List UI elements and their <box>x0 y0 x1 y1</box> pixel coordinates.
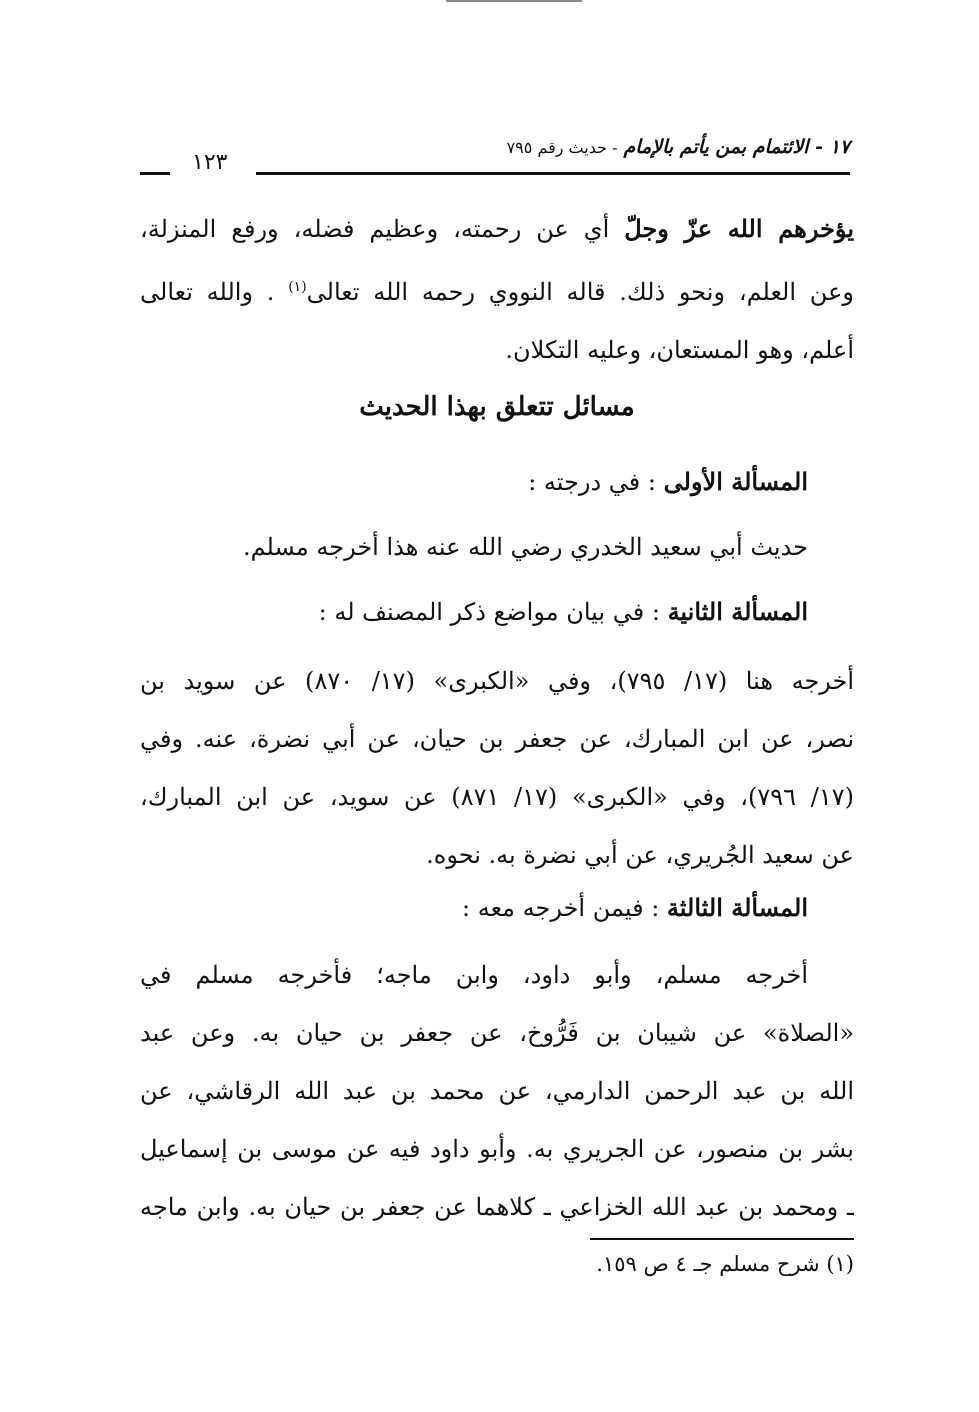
intro-line-2-end: . والله تعالى <box>140 278 289 306</box>
issue-2-paragraph <box>140 652 854 884</box>
issue-3-heading <box>140 888 808 928</box>
header-title <box>507 136 850 158</box>
section-title: مسائل تتعلق بهذا الحديث <box>359 392 635 422</box>
issue-3-line: بشر بن منصور، عن الجريري به. وأبو داود فيه عن موسى بن إسماعيل <box>140 1135 854 1163</box>
issue-2-line: نصر، عن ابن المبارك، عن جعفر بن حيان، عن أبي نضرة، عنه. وفي <box>140 725 854 753</box>
running-header <box>140 136 850 178</box>
issue-1-topic: : في درجته : <box>528 468 656 496</box>
issue-3-label: المسألة الثالثة <box>666 893 808 922</box>
page-number-dash <box>140 172 170 175</box>
intro-bold-phrase: يؤخرهم الله عزّ وجلّ <box>624 214 854 243</box>
intro-line-3: أعلم، وهو المستعان، وعليه التكلان. <box>505 336 854 364</box>
issue-3-paragraph <box>140 946 854 1236</box>
footnote-reference: (١) <box>288 279 307 295</box>
chapter-title: ١٧ - الائتمام بمن يأتم بالإمام <box>623 136 850 158</box>
issue-3-line: أخرجه مسلم، وأبو داود، وابن ماجه؛ فأخرجه مسلم في <box>140 961 808 989</box>
issue-2-heading <box>140 592 808 632</box>
footnote-text: شرح مسلم جـ ٤ ص ١٥٩. <box>596 1252 820 1276</box>
issue-2-line: أخرجه هنا (١٧/ ٧٩٥)، وفي «الكبرى» (١٧/ ٨٧٠) عن سويد بن <box>140 667 854 695</box>
issue-2-topic: : في بيان مواضع ذكر المصنف له : <box>318 598 660 626</box>
issue-1-label: المسألة الأولى <box>663 467 808 496</box>
intro-paragraph <box>140 200 854 379</box>
page-number: ١٢٣ <box>192 150 228 175</box>
issue-3-line: الله بن عبد الرحمن الدارمي، عن محمد بن عبد الله الرقاشي، عن <box>140 1077 854 1105</box>
issue-3-topic: : فيمن أخرجه معه : <box>461 894 660 922</box>
hadith-number: - حديث رقم ٧٩٥ <box>506 138 618 157</box>
intro-line-2 <box>140 258 854 321</box>
page-edge-mark <box>446 0 582 2</box>
issue-2-line: عن سعيد الجُريري، عن أبي نضرة به. نحوه. <box>426 841 854 869</box>
footnote-marker: (١) <box>826 1252 854 1276</box>
issue-1-heading <box>140 462 808 502</box>
issue-1-text: حديث أبي سعيد الخدري رضي الله عنه هذا أخرجه مسلم. <box>242 533 808 561</box>
header-rule <box>256 172 850 175</box>
footnote <box>400 1252 854 1276</box>
issue-2-label: المسألة الثانية <box>667 597 808 626</box>
issue-3-line: ـ ومحمد بن عبد الله الخزاعي ـ كلاهما عن جعفر بن حيان به. وابن ماجه <box>140 1193 854 1221</box>
issue-3-line: «الصلاة» عن شيبان بن فَرُّوخ، عن جعفر بن حيان به. وعن عبد <box>140 1019 854 1047</box>
footnote-rule <box>590 1238 854 1240</box>
intro-line-1 <box>140 200 854 258</box>
intro-line-1-rest: أي عن رحمته، وعظيم فضله، ورفع المنزلة، <box>140 215 625 243</box>
intro-line-2-text: وعن العلم، ونحو ذلك. قاله النووي رحمه الله تعالى <box>306 278 854 306</box>
issue-2-line: (١٧/ ٧٩٦)، وفي «الكبرى» (١٧/ ٨٧١) عن سويد، عن ابن المبارك، <box>140 783 854 811</box>
